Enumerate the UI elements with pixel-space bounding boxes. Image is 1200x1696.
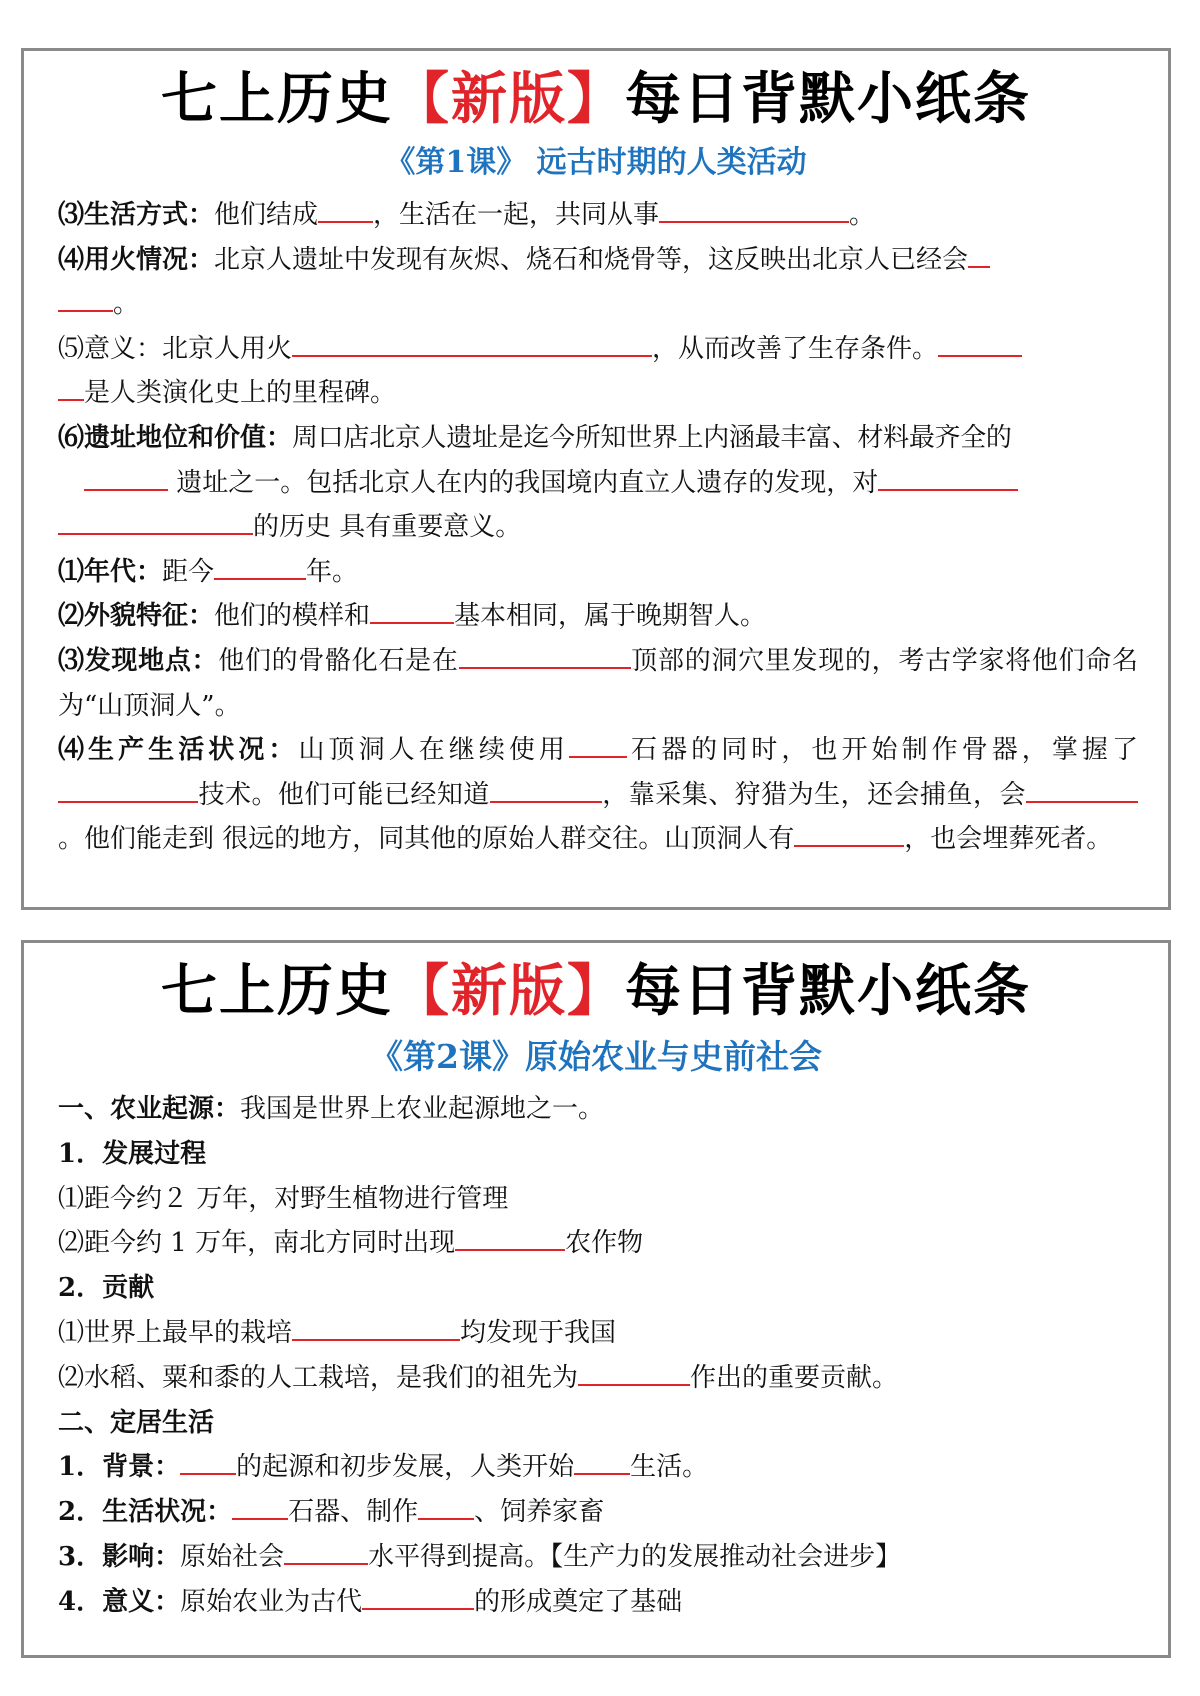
- item-text: ，也会埋葬死者。: [904, 824, 1113, 855]
- title-highlight: 【新版】: [393, 959, 625, 1024]
- fill-blank[interactable]: [574, 1445, 630, 1475]
- fill-blank[interactable]: [292, 1311, 460, 1341]
- item-text: 。他们能走到 很远的地方，同其他的原始人群交往。山顶洞人有: [58, 824, 795, 855]
- item-label: ⑶发现地点：: [58, 645, 219, 676]
- item-text: 是人类演化史上的里程碑。: [84, 378, 397, 409]
- lesson-subtitle: 《第1课》 远古时期的人类活动: [385, 145, 807, 180]
- item-text: 我国是世界上农业起源地之一。: [240, 1094, 605, 1124]
- text-line: [58, 1535, 1138, 1580]
- item-label: 1．背景：: [58, 1452, 181, 1483]
- title-highlight: 【新版】: [393, 67, 625, 132]
- item-text: 均发现于我国: [460, 1317, 617, 1348]
- fill-blank[interactable]: [1026, 773, 1138, 803]
- lesson1-card: [21, 48, 1171, 910]
- item-text: 的历史 具有重要意义。: [253, 512, 522, 543]
- text-line: [58, 505, 1138, 550]
- fill-blank[interactable]: [490, 773, 602, 803]
- item-text: 年。: [306, 556, 359, 587]
- section-heading: 二、定居生活: [58, 1407, 215, 1438]
- text-line: [58, 594, 1138, 639]
- item-text: 。: [849, 200, 876, 230]
- fill-blank[interactable]: [58, 505, 253, 535]
- item-text: ，从而改善了生存条件。: [652, 333, 939, 364]
- fill-blank[interactable]: [214, 550, 306, 580]
- item-text: 他们的骨骼化石是在: [218, 645, 459, 676]
- text-line: [58, 550, 1138, 595]
- item-text: 他们的模样和: [214, 601, 371, 632]
- fill-blank[interactable]: [938, 327, 1022, 357]
- text-line: [58, 1356, 1138, 1401]
- item-text: 北京人用火: [162, 333, 293, 364]
- text-paragraph: [58, 728, 1138, 862]
- sub-heading: 2．贡献: [58, 1273, 155, 1304]
- fill-blank[interactable]: [58, 773, 198, 803]
- item-text: 周口店北京人遗址是迄今所知世界上内涵最丰富、材料最齐全的: [292, 422, 1012, 453]
- item-text: 距今: [162, 556, 215, 587]
- fill-blank[interactable]: [878, 461, 1018, 491]
- sub-heading: 1．发展过程: [58, 1138, 207, 1169]
- fill-blank[interactable]: [578, 1356, 690, 1386]
- text-line: [58, 1490, 1138, 1535]
- item-text: 基本相同，属于晚期智人。: [454, 601, 767, 632]
- fill-blank[interactable]: [569, 728, 627, 758]
- item-label: ⑷生产生活状况：: [58, 735, 299, 766]
- item-text: 山顶洞人在继续使用: [298, 735, 569, 766]
- fill-blank[interactable]: [370, 594, 454, 624]
- lesson-subtitle: 《第2课》原始农业与史前社会: [370, 1037, 822, 1076]
- item-text: 的形成奠定了基础: [474, 1586, 683, 1617]
- item-label: 3．影响：: [58, 1541, 181, 1572]
- text-line: [58, 327, 1138, 372]
- fill-blank[interactable]: [180, 1445, 236, 1475]
- title-text: 七上历史: [161, 959, 393, 1024]
- item-label: ⑵外貌特征：: [58, 601, 215, 632]
- item-label: ⑴年代：: [58, 556, 163, 587]
- text-line: [58, 1445, 1138, 1490]
- item-text: 原始社会: [180, 1541, 285, 1572]
- card-title: [24, 959, 1168, 1025]
- item-text: 顶部的洞穴里发现的，考古学家将他们命名 为“山顶洞人”。: [58, 645, 1138, 721]
- text-line: [58, 1311, 1138, 1356]
- fill-blank[interactable]: [292, 327, 652, 357]
- text-line: [58, 1580, 1138, 1625]
- card-body: [58, 1087, 1138, 1625]
- item-text: 北京人遗址中发现有灰烬、烧石和烧骨等，这反映出北京人已经会: [214, 244, 969, 275]
- item-text: 水平得到提高。【生产力的发展推动社会进步】: [368, 1541, 902, 1572]
- item-text: 原始农业为古代: [180, 1586, 363, 1617]
- item-label: ⑹遗址地位和价值：: [58, 422, 293, 453]
- text-line: [58, 282, 1138, 327]
- item-label: ⑶生活方式：: [58, 200, 215, 230]
- fill-blank[interactable]: [58, 282, 113, 312]
- item-text: 农作物: [565, 1228, 644, 1259]
- card-body: [58, 193, 1138, 862]
- item-text: 石器的同时，也开始制作骨器，掌握了: [627, 735, 1138, 766]
- item-text: ⑵距今约 1 万年，南北方同时出现: [58, 1228, 456, 1259]
- item-label: 2．生活状况：: [58, 1497, 233, 1528]
- fill-blank[interactable]: [459, 639, 631, 669]
- title-text: 七上历史: [161, 67, 393, 132]
- text-line: ⑴距今约２ 万年，对野生植物进行管理: [58, 1183, 509, 1214]
- item-label: 4．意义：: [58, 1586, 181, 1617]
- text-line: [58, 1221, 1138, 1266]
- item-text: ⑵水稻、粟和黍的人工栽培，是我们的祖先为: [58, 1362, 579, 1393]
- fill-blank[interactable]: [968, 238, 990, 268]
- fill-blank[interactable]: [232, 1490, 288, 1520]
- fill-blank[interactable]: [284, 1535, 368, 1565]
- text-line: [58, 371, 1138, 416]
- fill-blank[interactable]: [794, 817, 904, 847]
- fill-blank[interactable]: [58, 371, 84, 401]
- text-line: [58, 1087, 1138, 1132]
- title-text: 每日背默小纸条: [625, 67, 1031, 132]
- text-line: [58, 461, 1138, 506]
- lesson2-card: [21, 940, 1171, 1658]
- section-heading: 一、农业起源：: [58, 1094, 241, 1124]
- item-text: 生活。: [630, 1452, 709, 1483]
- text-paragraph: [58, 639, 1138, 728]
- item-text: ，靠采集、狩猎为生，还会捕鱼，会: [601, 779, 1026, 810]
- item-label: ⑷用火情况：: [58, 244, 215, 275]
- card-title: [24, 67, 1168, 133]
- item-text: 。: [113, 289, 140, 320]
- fill-blank[interactable]: [318, 193, 373, 223]
- item-text: ，生活在一起，共同从事: [373, 200, 660, 230]
- title-text: 每日背默小纸条: [625, 959, 1031, 1024]
- item-text: 的起源和初步发展，人类开始: [236, 1452, 575, 1483]
- item-text: 他们结成: [214, 200, 319, 230]
- fill-blank[interactable]: [84, 461, 168, 491]
- item-text: 作出的重要贡献。: [690, 1362, 899, 1393]
- text-line: [58, 416, 1138, 461]
- item-text: 石器、制作: [288, 1497, 419, 1528]
- item-text: ⑴世界上最早的栽培: [58, 1317, 293, 1348]
- fill-blank[interactable]: [418, 1490, 474, 1520]
- text-line: [58, 193, 1138, 238]
- fill-blank[interactable]: [659, 193, 849, 223]
- item-label: ⑸意义：: [58, 333, 163, 364]
- fill-blank[interactable]: [362, 1580, 474, 1610]
- text-line: [58, 238, 1138, 283]
- item-text: 、饲养家畜: [474, 1497, 605, 1528]
- item-text: 技术。他们可能已经知道: [198, 779, 490, 810]
- fill-blank[interactable]: [455, 1221, 565, 1251]
- item-text: 遗址之一。包括北京人在内的我国境内直立人遗存的发现，对: [168, 467, 879, 498]
